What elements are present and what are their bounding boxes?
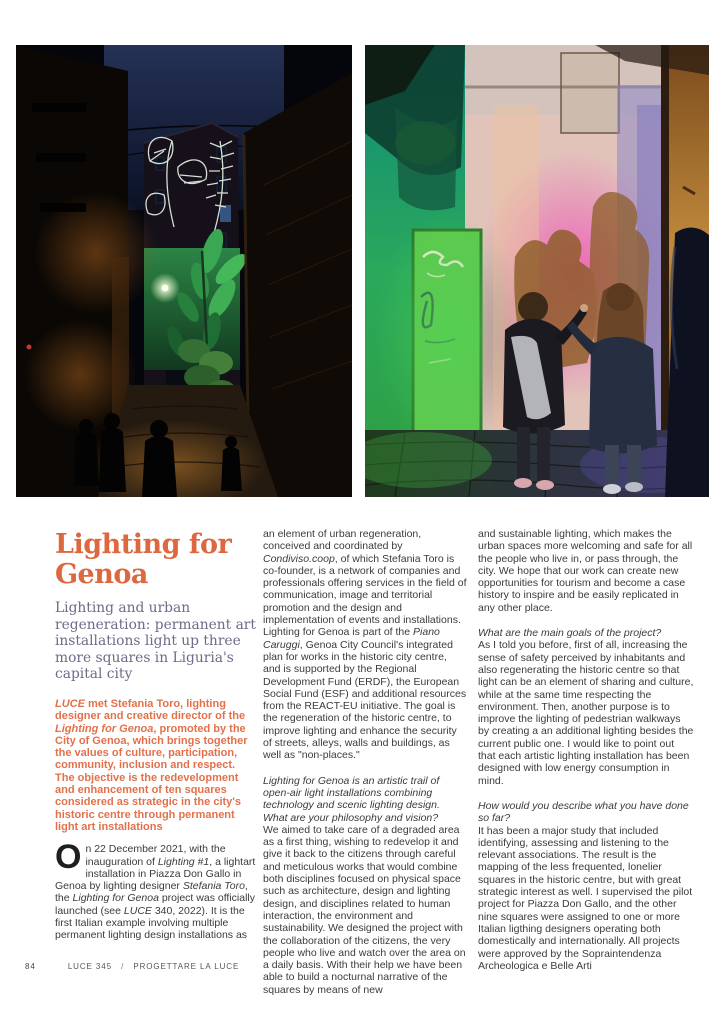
article-standfirst: LUCE met Stefania Toro, lighting designer and creative director of the Lighting for Genoa, promoted by the City of Genoa, which brings together the values of culture, participation, community, inclusion and respect. The objective is the redevelopment and enhancement of ten squares considered as strategic in the city's historic centre through permanent light art installations	[55, 697, 248, 833]
intro-paragraph	[55, 838, 256, 942]
photo-alley-light-installation	[16, 45, 352, 497]
body-paragraph: As I told you before, first of all, increasing the sense of safety perceived by inhabitants and also regenerating the historic centre so that light can be an element of sharing and culture, while at the same time respecting the environment. Then, another purpose is to improve the lighting of pedestrian walkways by creating a an additional lighting besides the current public one. I would like to point out that each artistic lighting installation has been designed with low energy consumption in mind.	[478, 639, 694, 787]
title-line-2: Genoa	[55, 559, 148, 590]
silhouette-right	[665, 227, 709, 497]
article-lead-column	[55, 530, 256, 942]
article-middle-column	[263, 528, 467, 996]
page-footer	[25, 962, 239, 971]
article-subtitle: Lighting and urban regeneration: permanent art installations light up three more squares in Liguria's capital city	[55, 600, 256, 683]
interview-question: How would you describe what you have done so far?	[478, 799, 689, 825]
drop-cap: O	[55, 838, 82, 877]
title-line-1: Lighting for	[55, 529, 232, 560]
footer-separator: /	[121, 962, 125, 971]
interview-question: What are the main goals of the project?	[478, 627, 662, 640]
body-paragraph: We aimed to take care of a degraded area as a first thing, wishing to redevelop it and give it back to the citizens through careful and meticulous works that would combine both disciplines focused on physical space such as architecture, design and lighting design, and disciplines related to human interaction, the environment and sustainability. We designed the project with the collaboration of the citizens, the very people who live and watch over the area on a daily basis. With their help we have been able to build a nocturnal narrative of the squares by means of new	[263, 823, 466, 996]
wall-panel	[561, 53, 619, 133]
body-paragraph: and sustainable lighting, which makes the urban spaces more welcoming and safe for all the people who live in, or pass through, the city. We hope that our work can create new opportunities for tourism and become a case history to inspire and be easily replicated in any other place.	[478, 528, 693, 614]
footer-magazine: LUCE 345	[67, 962, 112, 971]
page-number: 84	[25, 962, 36, 971]
page-title	[55, 530, 256, 590]
red-light-dot	[27, 345, 32, 350]
street-lamp	[162, 285, 169, 292]
interview-question: Lighting for Genoa is an artistic trail of open-air light installations combining technology and scenic lighting design. What are your philosophy and vision?	[263, 774, 440, 824]
wall-photo-illustration	[365, 45, 709, 497]
body-paragraph: It has been a major study that included identifying, assessing and listening to the relevant associations. The result is the mapping of the less frequented, lonelier squares in the historic centre, but with great strategic interest as well. I supervised the pilot project for Piazza Don Gallo, and the other nine squares were assigned to one or more Italian ligthing designers operating both domestically and internationally. All projects were approved by the Sopraintendenza Archeologica e Belle Arti	[478, 824, 693, 972]
right-building	[244, 73, 352, 497]
footer-section: PROGETTARE LA LUCE	[133, 962, 240, 971]
body-paragraph: an element of urban regeneration, conceived and coordinated by Condiviso.coop, of which Stefania Toro is co-founder, is a network of companies and professionals offering services in the field of communication, image and territorial promotion and the design and implementation of events and installations. Lighting for Genoa is part of the Piano Caruggi, Genoa City Council's integrated plan for works in the historic city centre, and is supported by the Regional Development Fund (ERDF), the European Social Fund (ESF) and additional resources from the REACT-EU initiative. The goal is the regeneration of the historic centre, to improve lighting and enhance the security of streets, alleys, walls and buildings, as well as "non-places."	[263, 528, 467, 762]
intro-text: n 22 December 2021, with the inauguration of Lighting #1, a lightart installation in Piazza Don Gallo in Genoa by lighting designer Stefania Toro, the Lighting for Genoa project was officially launched (see LUCE 340, 2022). It is the first Italian example involving multiple permanent lighting design installations as	[55, 843, 256, 942]
article-right-column	[478, 528, 694, 972]
alley-photo-illustration	[16, 45, 352, 497]
photo-colour-wall-installation	[365, 45, 709, 497]
